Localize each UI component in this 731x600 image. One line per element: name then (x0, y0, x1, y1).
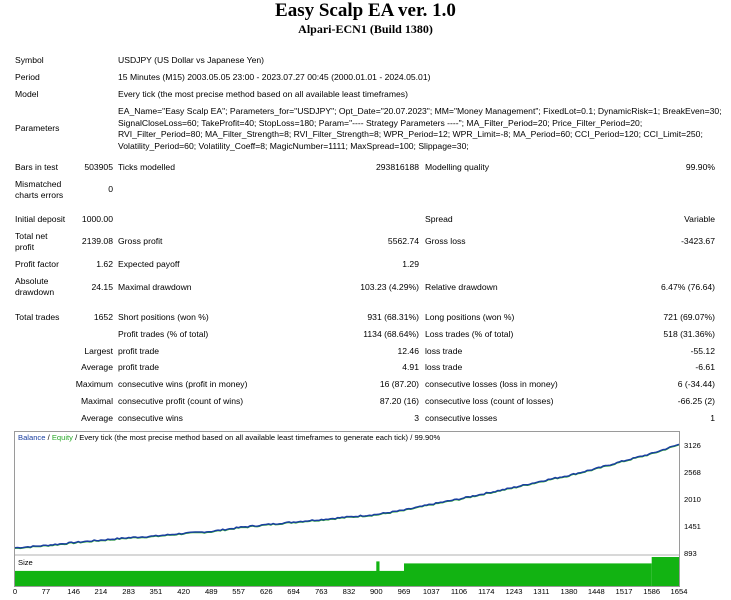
x-tick-label: 77 (41, 587, 51, 596)
parameters-label: Parameters (15, 123, 60, 133)
average-profit-label: profit trade (118, 362, 160, 372)
largest-profit-value: 12.46 (397, 346, 419, 356)
size-label: Size (18, 558, 33, 567)
avg-cons-losses-label: consecutive losses (425, 413, 498, 423)
bars-label: Bars in test (15, 162, 58, 172)
abs-dd-label-1: Absolute (15, 276, 49, 286)
average-loss-label: loss trade (425, 362, 463, 372)
x-tick-label: 1586 (643, 587, 661, 596)
mismatched-label-2: charts errors (15, 190, 64, 200)
chart-legend (18, 433, 440, 443)
x-tick-label: 969 (397, 587, 411, 596)
max-dd-value: 103.23 (4.29%) (360, 282, 419, 292)
x-tick-label: 557 (232, 587, 245, 596)
legend-description: / Every tick (the most precise method based on all available least timeframes to generate each tick) (75, 433, 409, 442)
short-value: 931 (68.31%) (367, 312, 419, 322)
x-tick-label: 832 (342, 587, 356, 596)
balance-chart-frame (14, 431, 680, 587)
total-trades-value: 1652 (93, 312, 113, 322)
x-tick-label: 1448 (587, 587, 605, 596)
x-tick-label: 900 (369, 587, 383, 596)
deposit-value: 1000.00 (81, 214, 113, 224)
largest-label: Largest (84, 346, 113, 356)
gross-profit-value: 5562.74 (387, 236, 419, 246)
bars-value: 503905 (84, 162, 113, 172)
spread-value: Variable (684, 214, 715, 224)
x-tick-label: 626 (259, 587, 273, 596)
avg-cons-wins-value: 3 (414, 413, 419, 423)
profit-trades-value: 1134 (68.64%) (363, 329, 419, 339)
x-tick-label: 1517 (615, 587, 633, 596)
abs-dd-value: 24.15 (91, 282, 113, 292)
legend-balance: Balance (18, 433, 46, 442)
rel-dd-label: Relative drawdown (425, 282, 498, 292)
y-tick-label: 2568 (684, 468, 701, 477)
report-title: Easy Scalp EA ver. 1.0 (275, 0, 456, 21)
long-value: 721 (69.07%) (663, 312, 715, 322)
x-tick-label: 694 (287, 587, 300, 596)
x-tick-label: 1174 (478, 587, 495, 596)
expected-payoff-label: Expected payoff (118, 259, 180, 269)
x-tick-label: 214 (94, 587, 108, 596)
profit-factor-value: 1.62 (96, 259, 113, 269)
short-label: Short positions (won %) (118, 312, 209, 322)
maximal-cons-profit-value: 87.20 (16) (379, 396, 419, 406)
average-loss-value: -6.61 (695, 362, 715, 372)
ticks-value: 293816188 (375, 162, 419, 172)
gross-loss-label: Gross loss (425, 236, 466, 246)
legend-quality: / 99.90% (410, 433, 441, 442)
period-label: Period (15, 72, 40, 82)
symbol-label: Symbol (15, 55, 44, 65)
model-value: Every tick (the most precise method based on all available least timeframes) (118, 89, 408, 99)
loss-trades-label: Loss trades (% of total) (425, 329, 514, 339)
abs-dd-label-2: drawdown (15, 287, 55, 297)
gross-loss-value: -3423.67 (681, 236, 715, 246)
quality-value: 99.90% (685, 162, 715, 172)
total-trades-label: Total trades (15, 312, 60, 322)
maximal-cons-loss-value: -66.25 (2) (677, 396, 715, 406)
max-cons-wins-value: 16 (87.20) (379, 379, 419, 389)
average-label: Average (81, 362, 113, 372)
x-tick-label: 489 (204, 587, 218, 596)
mismatched-label-1: Mismatched (15, 179, 62, 189)
parameters-value: EA_Name="Easy Scalp EA"; Parameters_for="USDJPY"; Opt_Date="20.07.2023"; MM="Money Management"; FixedLot=0.1; DynamicRisk=1; BreakEven=30; SignalCloseLoss=60; TakeProfit=40; StopLoss=180; Param="---- Strategy Parameters ----"; MA_Filter_Period=20; Price_Filter_Period=20; RVI_Filter_Period=80; MA_Filter_Strength=8; RVI_Filter_Strength=8; WPR_Period=12; WPR_Limit=-8; MA_Period=60; CCI_Period=120; CCI_Limit=250; Volatility_Period=60; Volatility_Coeff=8; MagicNumber=1111; MaxSpread=100; Slippage=30; (118, 106, 722, 151)
x-tick-label: 763 (314, 587, 328, 596)
x-tick-label: 420 (177, 587, 190, 596)
max-cons-losses-value: 6 (-34.44) (677, 379, 715, 389)
deposit-label: Initial deposit (15, 214, 66, 224)
maximal-cons-loss-label: consecutive loss (count of losses) (425, 396, 554, 406)
loss-trades-value: 518 (31.36%) (663, 329, 715, 339)
y-tick-label: 2010 (684, 495, 701, 504)
legend-separator: / (47, 433, 50, 442)
x-tick-label: 283 (122, 587, 135, 596)
quality-label: Modelling quality (425, 162, 490, 172)
expected-payoff-value: 1.29 (402, 259, 419, 269)
report-subtitle: Alpari-ECN1 (Build 1380) (298, 22, 433, 36)
x-tick-label: 1380 (560, 587, 578, 596)
y-tick-label: 893 (684, 549, 697, 558)
x-tick-label: 146 (67, 587, 80, 596)
y-tick-label: 1451 (684, 522, 701, 531)
ticks-label: Ticks modelled (118, 162, 175, 172)
average2-label: Average (81, 413, 113, 423)
mismatched-value: 0 (108, 184, 113, 194)
avg-cons-losses-value: 1 (710, 413, 715, 423)
spread-label: Spread (425, 214, 453, 224)
period-value: 15 Minutes (M15) 2003.05.05 23:00 - 2023.07.27 00:45 (2000.01.01 - 2024.05.01) (118, 72, 431, 82)
symbol-value: USDJPY (US Dollar vs Japanese Yen) (118, 55, 265, 65)
x-tick-label: 1106 (450, 587, 468, 596)
x-tick-label: 351 (149, 587, 163, 596)
profit-trades-label: Profit trades (% of total) (118, 329, 209, 339)
max-dd-label: Maximal drawdown (118, 282, 192, 292)
maximum-label: Maximum (75, 379, 113, 389)
profit-factor-label: Profit factor (15, 259, 59, 269)
x-tick-label: 0 (12, 587, 18, 596)
avg-cons-wins-label: consecutive wins (118, 413, 183, 423)
gross-profit-label: Gross profit (118, 236, 163, 246)
max-cons-wins-label: consecutive wins (profit in money) (118, 379, 248, 389)
maximal-label: Maximal (81, 396, 113, 406)
model-label: Model (15, 89, 39, 99)
max-cons-losses-label: consecutive losses (loss in money) (425, 379, 558, 389)
x-tick-label: 1311 (533, 587, 550, 596)
net-profit-value: 2139.08 (81, 236, 113, 246)
net-profit-label-2: profit (15, 242, 35, 252)
x-tick-label: 1654 (670, 587, 688, 596)
x-tick-label: 1037 (422, 587, 440, 596)
largest-profit-label: profit trade (118, 346, 160, 356)
rel-dd-value: 6.47% (76.64) (661, 282, 715, 292)
largest-loss-label: loss trade (425, 346, 463, 356)
long-label: Long positions (won %) (425, 312, 515, 322)
y-tick-label: 3126 (684, 441, 701, 450)
average-profit-value: 4.91 (402, 362, 419, 372)
largest-loss-value: -55.12 (690, 346, 715, 356)
legend-equity: Equity (51, 433, 73, 442)
x-tick-label: 1243 (505, 587, 523, 596)
net-profit-label-1: Total net (15, 231, 48, 241)
maximal-cons-profit-label: consecutive profit (count of wins) (118, 396, 244, 406)
